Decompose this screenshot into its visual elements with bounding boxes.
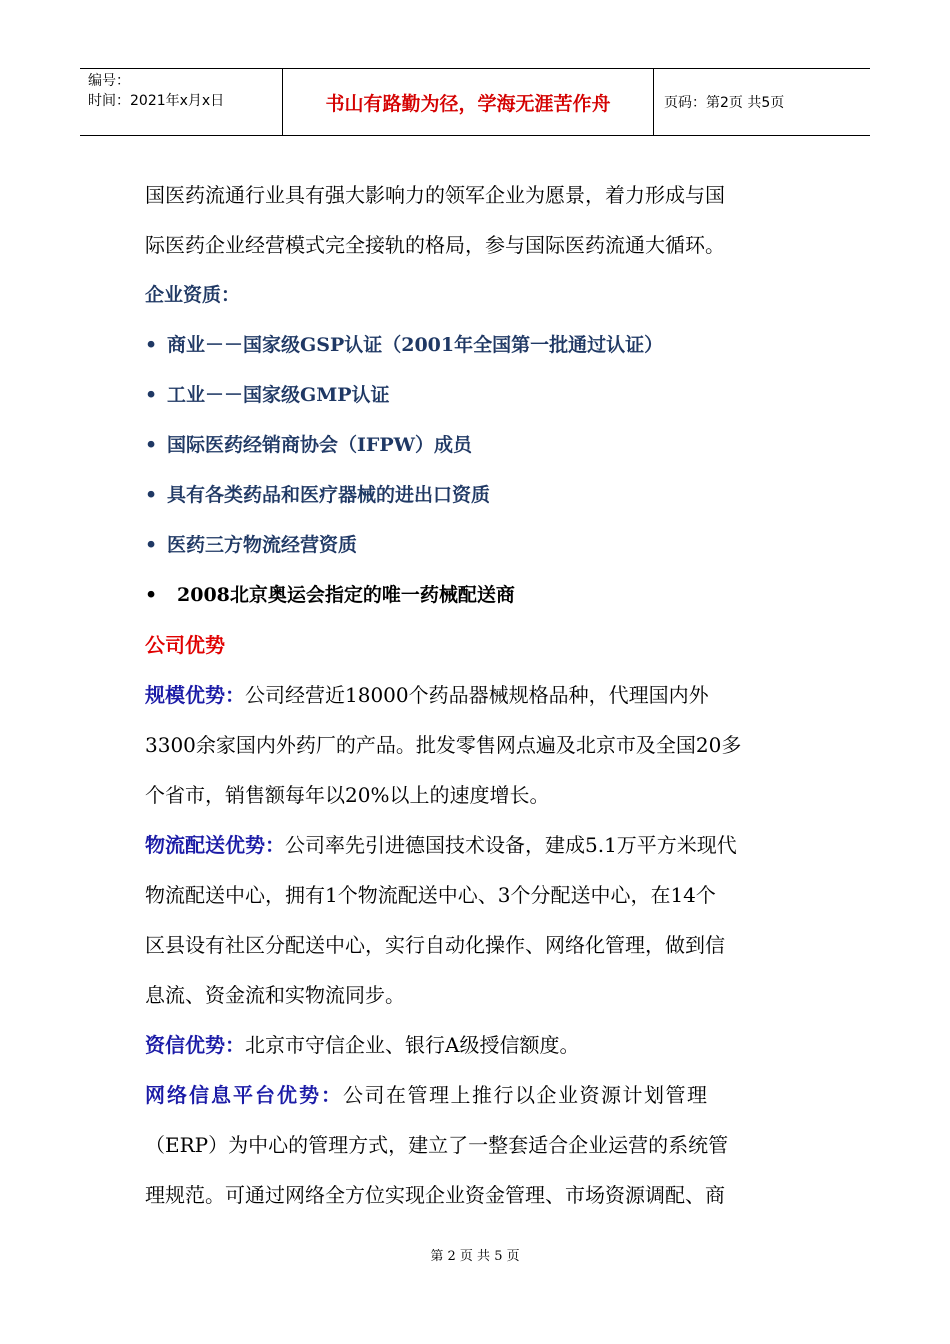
scale-advantage-paragraph: 规模优势：公司经营近18000个药品器械规格品种，代理国内外 3300余家国内外药厂的产品。批发零售网点遍及北京市及全国20多 个省市，销售额每年以20%以上的速度增长。 [145,683,742,807]
intro-line: 国医药流通行业具有强大影响力的领军企业为愿景，着力形成与国 [145,183,725,207]
intro-paragraph [145,170,810,270]
logistics-advantage-paragraph: 物流配送优势：公司率先引进德国技术设备，建成5.1万平方米现代 物流配送中心，拥有1个物流配送中心、3个分配送中心，在14个 区县设有社区分配送中心，实行自动化操作、网络化管理，做到信 息流、资金流和实物流同步。 [145,833,737,1007]
header-meta [80,69,282,135]
bullet-icon: • [145,384,158,406]
list-item: • 工业－－国家级GMP认证 [145,370,810,420]
network-advantage-label: 网络信息平台优势： [145,1083,343,1107]
list-item: • 国际医药经销商协会（IFPW）成员 [145,420,810,470]
scale-advantage-label: 规模优势： [145,683,245,707]
logistics-advantage-label: 物流配送优势： [145,833,285,857]
header-motto: 书山有路勤为径，学海无涯苦作舟 [282,69,654,135]
document-time-label: 时间：2021年x月x日 [88,93,225,109]
list-item: • 医药三方物流经营资质 [145,520,810,570]
qualifications-heading: 企业资质： [145,284,241,306]
bullet-icon: • [145,584,158,606]
qualifications-list [145,320,810,620]
advantages-heading: 公司优势 [145,633,225,657]
page-footer: 第 2 页 共 5 页 [430,1249,520,1264]
bullet-icon: • [145,534,158,556]
bullet-icon: • [145,434,158,456]
intro-line: 际医药企业经营模式完全接轨的格局，参与国际医药流通大循环。 [145,233,725,257]
credit-advantage-paragraph: 资信优势：北京市守信企业、银行A级授信额度。 [145,1033,580,1057]
page-header [80,68,870,136]
bullet-icon: • [145,334,158,356]
network-advantage-paragraph: 网络信息平台优势：公司在管理上推行以企业资源计划管理 （ERP）为中心的管理方式，建立了一整套适合企业运营的系统管 理规范。可通过网络全方位实现企业资金管理、市场资源调配、商 [145,1083,729,1207]
document-body [145,170,810,1220]
header-page-info: 页码：第2页 共5页 [664,95,785,111]
bullet-icon: • [145,484,158,506]
credit-advantage-label: 资信优势： [145,1033,245,1057]
document-number-label: 编号： [88,73,130,89]
list-item: • 商业－－国家级GSP认证（2001年全国第一批通过认证） [145,320,810,370]
list-item: • 具有各类药品和医疗器械的进出口资质 [145,470,810,520]
list-item: • 2008北京奥运会指定的唯一药械配送商 [145,570,810,620]
